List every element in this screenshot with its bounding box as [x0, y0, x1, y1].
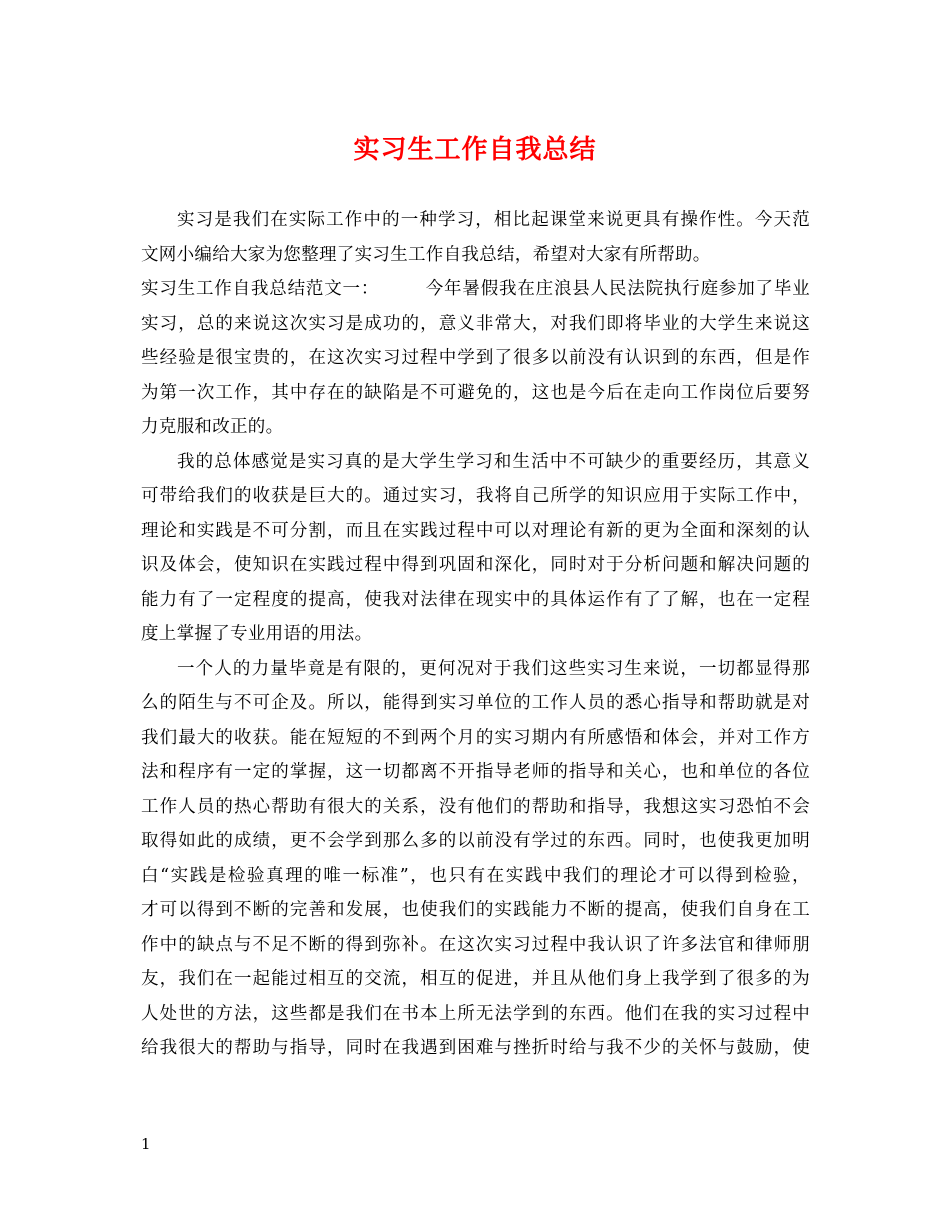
text-line: 为第一次工作，其中存在的缺陷是不可避免的，这也是今后在走向工作岗位后要努 [141, 382, 810, 403]
page-number: 1 [141, 1135, 151, 1153]
text-line: 人处世的方法，这些都是我们在书本上所无法学到的东西。他们在我的实习过程中 [141, 1003, 810, 1024]
text-line: 实习是我们在实际工作中的一种学习，相比起课堂来说更具有操作性。今天范 [177, 210, 810, 230]
text-line: 白“实践是检验真理的唯一标准”，也只有在实践中我们的理论才可以得到检验， [141, 865, 810, 886]
text-line: 识及体会，使知识在实践过程中得到巩固和深化，同时对于分析问题和解决问题的 [141, 555, 810, 575]
text-line: 作中的缺点与不足不断的得到弥补。在这次实习过程中我认识了许多法官和律师朋 [141, 934, 810, 955]
text-line: 实习，总的来说这次实习是成功的，意义非常大，对我们即将毕业的大学生来说这 [141, 313, 810, 334]
text-line: 取得如此的成绩，更不会学到那么多的以前没有学过的东西。同时，也使我更加明 [141, 831, 810, 851]
text-line: 文网小编给大家为您整理了实习生工作自我总结，希望对大家有所帮助。 [141, 244, 711, 265]
text-line: 我们最大的收获。能在短短的不到两个月的实习期内有所感悟和体会，并对工作方 [141, 727, 810, 748]
text-line: 么的陌生与不可企及。所以，能得到实习单位的工作人员的悉心指导和帮助就是对 [141, 693, 810, 713]
document-body [141, 203, 810, 1066]
text-line: 工作人员的热心帮助有很大的关系，没有他们的帮助和指导，我想这实习恐怕不会 [141, 796, 810, 817]
text-line: 给我很大的帮助与指导，同时在我遇到困难与挫折时给与我不少的关怀与鼓励，使 [141, 1038, 810, 1058]
text-line: 可带给我们的收获是巨大的。通过实习，我将自己所学的知识应用于实际工作中， [141, 486, 810, 506]
text-line: 友，我们在一起能过相互的交流，相互的促进，并且从他们身上我学到了很多的为 [141, 969, 810, 989]
text-line: 些经验是很宝贵的，在这次实习过程中学到了很多以前没有认识到的东西，但是作 [141, 348, 810, 368]
text-line: 我的总体感觉是实习真的是大学生学习和生活中不可缺少的重要经历，其意义 [177, 451, 810, 472]
text-line: 才可以得到不断的完善和发展，也使我们的实践能力不断的提高，使我们自身在工 [141, 900, 810, 920]
line-text: 今年暑假我在庄浪县人民法院执行庭参加了毕业 [425, 279, 810, 299]
text-line [141, 272, 810, 307]
text-line: 法和程序有一定的掌握，这一切都离不开指导老师的指导和关心，也和单位的各位 [141, 762, 810, 782]
section-label: 实习生工作自我总结范文一： [141, 279, 380, 299]
text-line: 能力有了一定程度的提高，使我对法律在现实中的具体运作有了了解，也在一定程 [141, 589, 810, 610]
text-line: 理论和实践是不可分割，而且在实践过程中可以对理论有新的更为全面和深刻的认 [141, 520, 810, 541]
text-line: 力克服和改正的。 [141, 417, 284, 437]
document-title: 实习生工作自我总结 [353, 135, 597, 165]
text-line: 一个人的力量毕竟是有限的，更何况对于我们这些实习生来说，一切都显得那 [177, 658, 810, 679]
text-line: 度上掌握了专业用语的用法。 [141, 624, 373, 644]
